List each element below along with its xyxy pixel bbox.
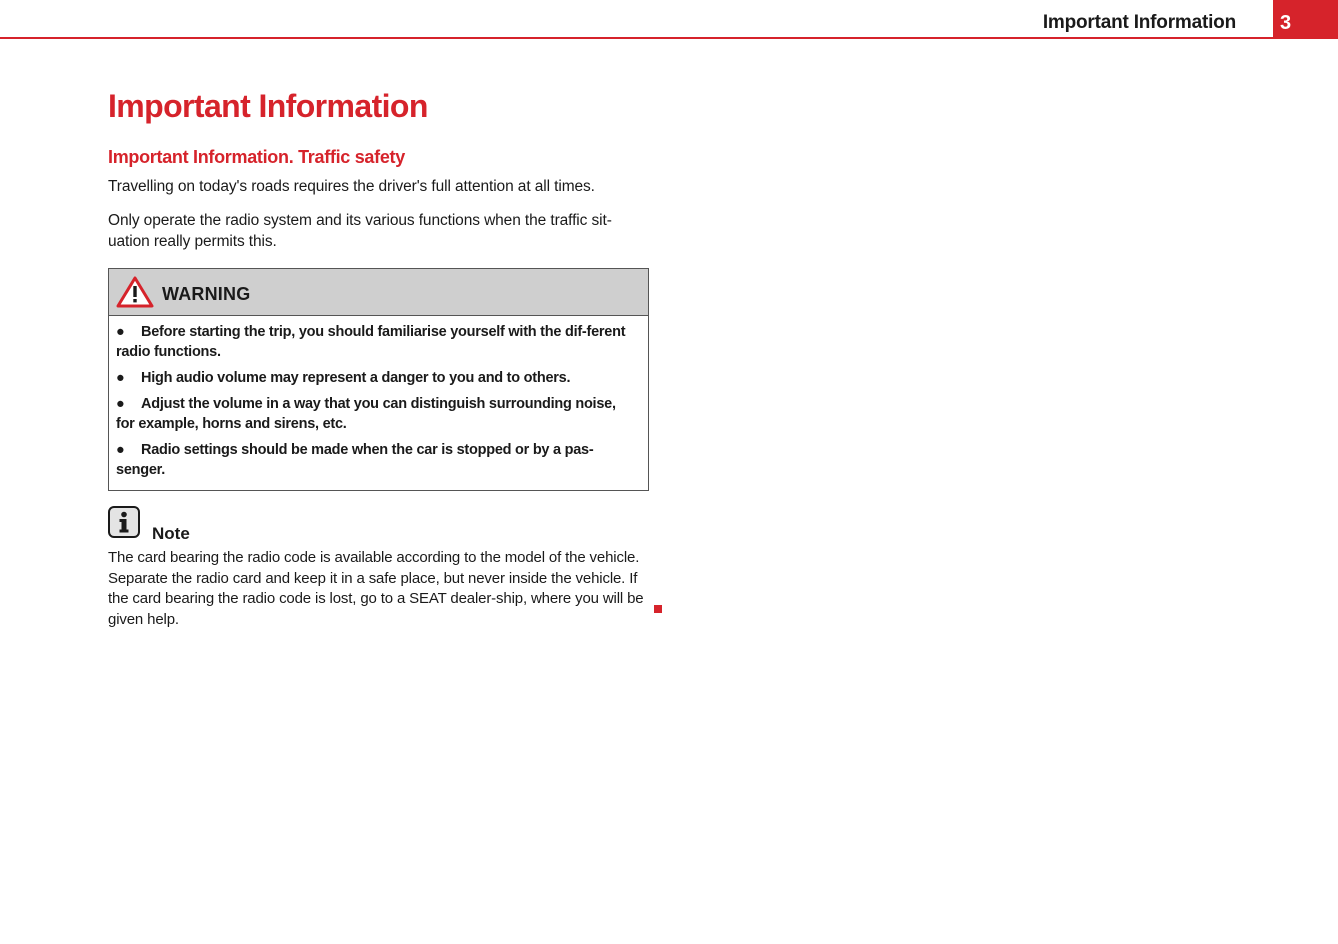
running-header-title: Important Information xyxy=(1042,12,1236,33)
bullet: ● xyxy=(116,370,125,386)
list-item xyxy=(116,440,634,480)
page-number: 3 xyxy=(1273,0,1338,39)
paragraph: Only operate the radio system and its various functions when the traffic sit-uation really permits this. xyxy=(108,212,612,250)
warning-item-text: Radio settings should be made when the car is stopped or by a pas-senger. xyxy=(116,442,594,478)
paragraph: Travelling on today's roads requires the driver's full attention at all times. xyxy=(108,178,595,195)
warning-item-text: Adjust the volume in a way that you can distinguish surrounding noise, for example, horns and sirens, etc. xyxy=(116,396,616,432)
warning-item-text: Before starting the trip, you should familiarise yourself with the dif-ferent radio functions. xyxy=(116,324,626,360)
list-item xyxy=(116,394,634,434)
warning-title: WARNING xyxy=(162,283,251,304)
warning-triangle-icon xyxy=(116,276,154,308)
note-header xyxy=(108,508,668,542)
section-title: Important Information. Traffic safety xyxy=(108,147,405,167)
bullet: ● xyxy=(116,442,125,458)
page-title: Important Information xyxy=(108,88,428,124)
end-of-section-marker xyxy=(654,605,662,613)
content-column xyxy=(108,86,668,630)
note-text: The card bearing the radio code is available according to the model of the vehicle. Separate the radio card and keep it in a safe place, but never inside the vehicle. If the card bearing the radio code is lost, go to a SEAT dealer-ship, where you will be given help. xyxy=(108,549,644,628)
warning-list xyxy=(109,316,648,490)
warning-header xyxy=(109,269,648,316)
warning-item-text: High audio volume may represent a danger to you and to others. xyxy=(141,370,571,386)
warning-box xyxy=(108,268,649,491)
list-item xyxy=(116,322,634,362)
list-item xyxy=(116,368,634,388)
bullet: ● xyxy=(116,396,125,412)
bullet: ● xyxy=(116,324,125,340)
note-title: Note xyxy=(152,524,190,543)
info-icon xyxy=(108,506,140,542)
header-rule xyxy=(0,37,1338,39)
